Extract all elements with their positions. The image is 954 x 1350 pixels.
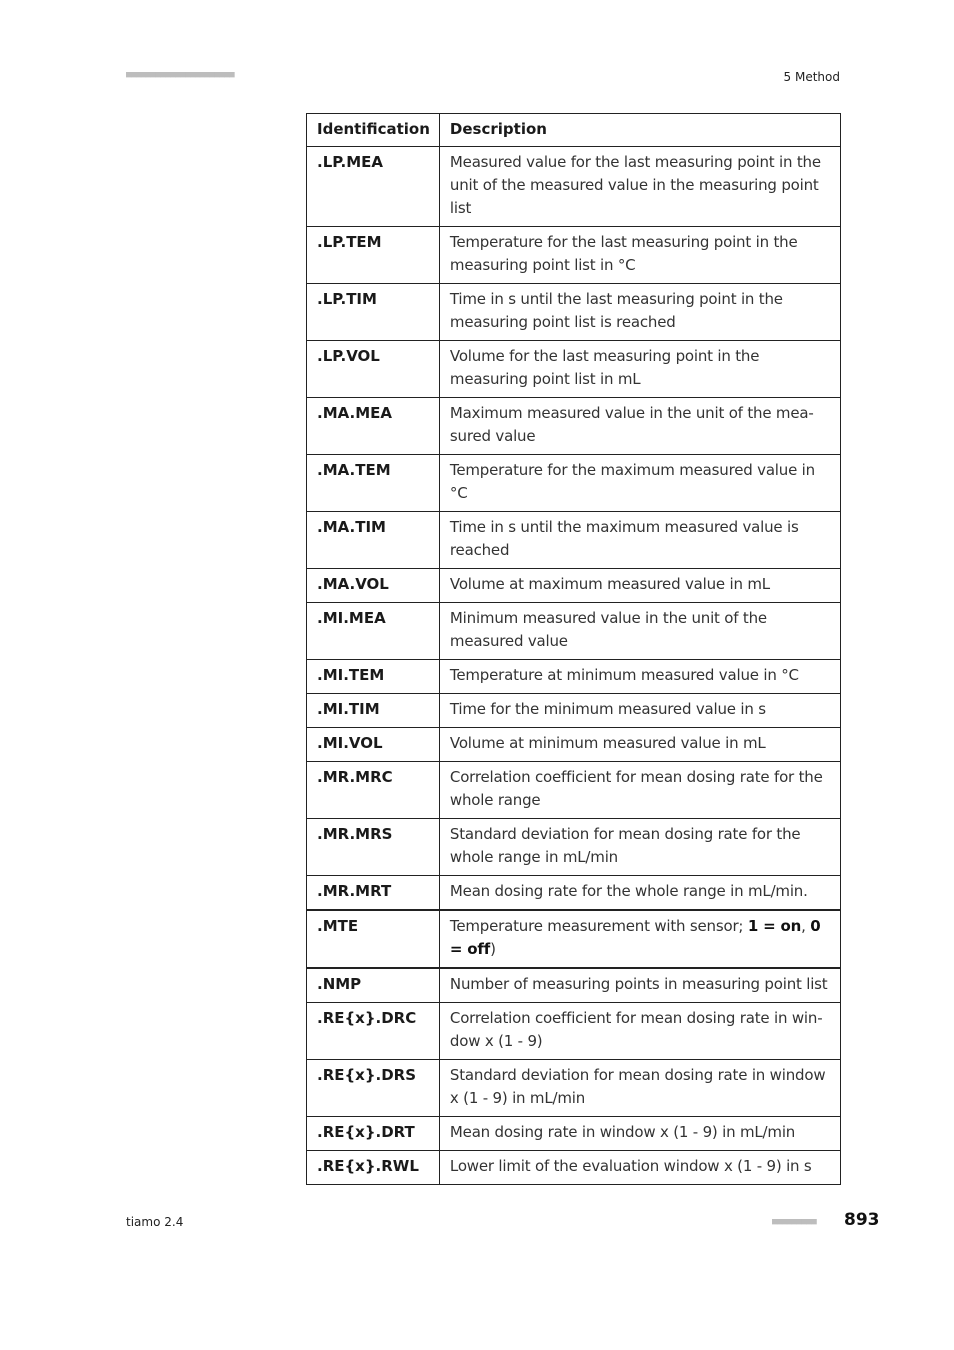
row-id: .MI.TEM xyxy=(307,660,440,694)
table-row xyxy=(307,569,841,603)
description-prefix: Temperature measurement with sensor; xyxy=(449,917,748,935)
row-id: .LP.TEM xyxy=(307,227,440,284)
table-row xyxy=(307,762,841,819)
table-row xyxy=(307,728,841,762)
description-separator: , xyxy=(801,917,811,935)
row-id: .RE{x}.DRS xyxy=(307,1060,440,1117)
row-id: .RE{x}.DRC xyxy=(307,1003,440,1060)
table-row xyxy=(307,512,841,569)
table-row xyxy=(307,694,841,728)
row-id: .LP.TIM xyxy=(307,284,440,341)
row-id: .NMP xyxy=(307,968,440,1003)
table-row xyxy=(307,398,841,455)
row-id: .MI.MEA xyxy=(307,603,440,660)
description-suffix: ) xyxy=(490,940,496,958)
row-id: .LP.MEA xyxy=(307,147,440,227)
row-description: Temperature at minimum measured value in °C xyxy=(439,660,840,694)
row-id: .MI.TIM xyxy=(307,694,440,728)
row-id: .MA.MEA xyxy=(307,398,440,455)
identification-table xyxy=(306,113,841,1185)
row-description: Standard deviation for mean dosing rate in window x (1 - 9) in mL/min xyxy=(439,1060,840,1117)
row-description: Volume at minimum measured value in mL xyxy=(439,728,840,762)
row-description: Measured value for the last measuring point in the unit of the measured value in the measuring point list xyxy=(439,147,840,227)
table-row xyxy=(307,341,841,398)
row-description xyxy=(439,910,840,968)
row-description: Volume at maximum measured value in mL xyxy=(439,569,840,603)
header-description: Description xyxy=(439,114,840,147)
table-row xyxy=(307,910,841,968)
table-row xyxy=(307,1003,841,1060)
header-decoration-dots: ■■■■■■■■■■■■■■■■■■■■■■ xyxy=(126,70,235,80)
table-row xyxy=(307,284,841,341)
row-description: Correlation coefficient for mean dosing rate for the whole range xyxy=(439,762,840,819)
page-number: 893 xyxy=(844,1210,880,1230)
header-identification: Identification xyxy=(307,114,440,147)
row-id: .LP.VOL xyxy=(307,341,440,398)
row-description: Mean dosing rate for the whole range in mL/min. xyxy=(439,876,840,911)
row-description: Mean dosing rate in window x (1 - 9) in mL/min xyxy=(439,1117,840,1151)
table-row xyxy=(307,603,841,660)
table-row xyxy=(307,876,841,911)
off-value: 0 = off xyxy=(449,917,821,958)
table-row xyxy=(307,660,841,694)
table-row xyxy=(307,227,841,284)
table-row xyxy=(307,1151,841,1185)
row-id: .MI.VOL xyxy=(307,728,440,762)
product-name: tiamo 2.4 xyxy=(126,1215,184,1229)
table-row xyxy=(307,455,841,512)
table-row xyxy=(307,147,841,227)
row-description: Minimum measured value in the unit of the measured value xyxy=(439,603,840,660)
row-id: .MA.TEM xyxy=(307,455,440,512)
row-description: Volume for the last measuring point in the measuring point list in mL xyxy=(439,341,840,398)
row-id: .MA.TIM xyxy=(307,512,440,569)
row-description: Lower limit of the evaluation window x (1 - 9) in s xyxy=(439,1151,840,1185)
row-id: .RE{x}.RWL xyxy=(307,1151,440,1185)
row-description: Correlation coefficient for mean dosing rate in window x (1 - 9) xyxy=(439,1003,840,1060)
table-header-row xyxy=(307,114,841,147)
row-id: .RE{x}.DRT xyxy=(307,1117,440,1151)
row-description: Standard deviation for mean dosing rate for the whole range in mL/min xyxy=(439,819,840,876)
row-description: Time for the minimum measured value in s xyxy=(439,694,840,728)
table-row xyxy=(307,1060,841,1117)
table-row xyxy=(307,1117,841,1151)
footer-decoration-dots: ■■■■■■■■■ xyxy=(772,1217,817,1227)
row-id: .MR.MRT xyxy=(307,876,440,911)
row-id: .MA.VOL xyxy=(307,569,440,603)
row-description: Temperature for the last measuring point in the measuring point list in °C xyxy=(439,227,840,284)
row-description: Temperature for the maximum measured value in °C xyxy=(439,455,840,512)
table-row xyxy=(307,819,841,876)
on-value: 1 = on xyxy=(747,917,802,935)
row-description: Time in s until the maximum measured value is reached xyxy=(439,512,840,569)
row-id: .MR.MRC xyxy=(307,762,440,819)
row-description: Time in s until the last measuring point in the measuring point list is reached xyxy=(439,284,840,341)
chapter-title: 5 Method xyxy=(783,70,840,84)
row-description: Number of measuring points in measuring point list xyxy=(439,968,840,1003)
row-id: .MR.MRS xyxy=(307,819,440,876)
row-description: Maximum measured value in the unit of the measured value xyxy=(439,398,840,455)
row-id: .MTE xyxy=(307,910,440,968)
table-row xyxy=(307,968,841,1003)
